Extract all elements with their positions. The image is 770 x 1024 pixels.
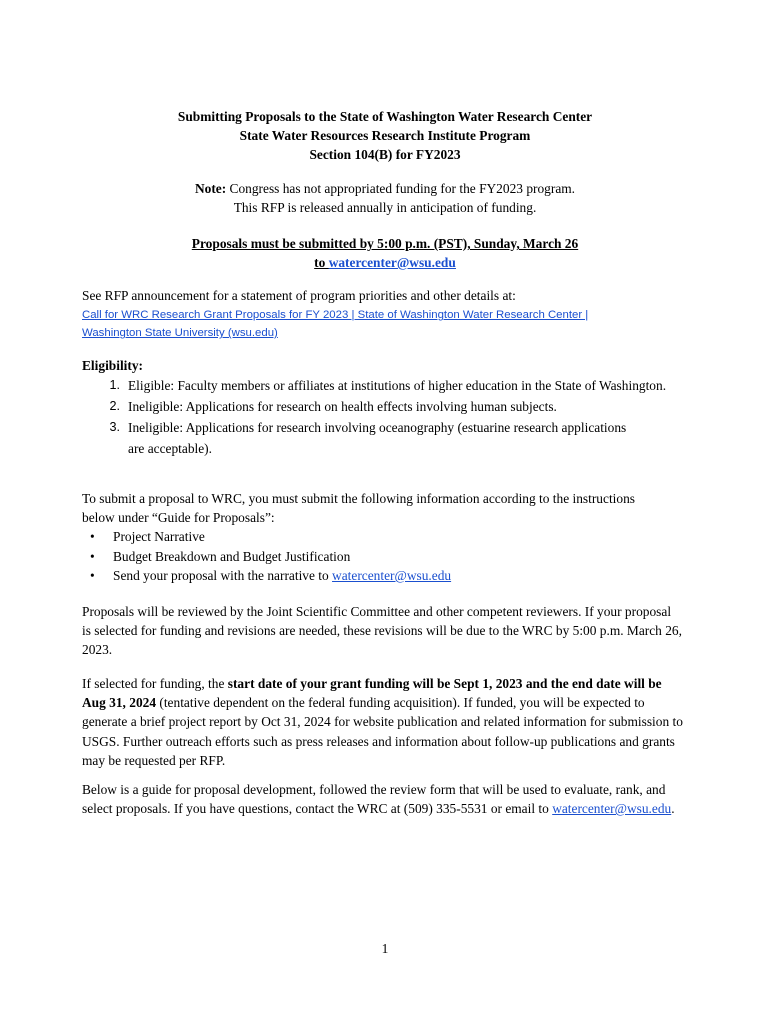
eligibility-item-text: Eligible: Faculty members or affiliates at institutions of higher education in the State of Washington. <box>128 378 667 394</box>
rfp-link-line-2[interactable]: Washington State University (wsu.edu) <box>82 327 278 340</box>
note-label: Note: <box>194 181 227 196</box>
eligibility-list <box>82 375 682 459</box>
bullet-text: Send your proposal with the narrative to <box>113 567 333 583</box>
deadline-to: to <box>314 255 329 270</box>
bullet-email-link[interactable]: watercenter@wsu.edu <box>332 567 452 583</box>
note-line-2: This RFP is released annually in anticipation of funding. <box>233 200 537 215</box>
eligibility-item-text: Ineligible: Applications for research involving oceanography (estuarine research applications are acceptable). <box>128 420 627 457</box>
funding-paragraph <box>82 674 687 770</box>
title-line-2: State Water Resources Research Institute Program <box>239 128 531 143</box>
funding-post: (tentative dependent on the federal funding acquisition). If funded, you will be expected to generate a brief project report by Oct 31, 2024 for website publication and related information for submission to USGS. Further outreach efforts such as press releases and information about follow-up publications and grants may be requested per RFP. <box>82 695 683 768</box>
bullet-item <box>82 547 657 566</box>
eligibility-item <box>82 396 682 417</box>
guide-email-link[interactable]: watercenter@wsu.edu <box>552 801 672 817</box>
rfp-link[interactable] <box>82 306 692 342</box>
document-title <box>0 107 770 164</box>
eligibility-item-number: 2. <box>109 399 120 414</box>
eligibility-item-number: 1. <box>109 378 120 393</box>
bullet-text: Project Narrative <box>113 529 205 545</box>
funding-note <box>0 179 770 217</box>
submit-bullets <box>82 527 657 585</box>
title-line-1: Submitting Proposals to the State of Washington Water Research Center <box>177 109 593 124</box>
bullet-text: Budget Breakdown and Budget Justification <box>113 548 351 564</box>
eligibility-heading: Eligibility: <box>82 358 144 373</box>
bullet-marker: • <box>90 529 95 545</box>
eligibility-section <box>82 356 682 459</box>
page-number: 1 <box>381 941 389 956</box>
eligibility-item-text: Ineligible: Applications for research on health effects involving human subjects. <box>128 399 557 415</box>
eligibility-item <box>82 375 682 396</box>
deadline-email-link[interactable]: watercenter@wsu.edu <box>328 255 456 270</box>
funding-dates: start date of your grant funding will be Sept 1, 2023 and the end date will be Aug 31, 2024 <box>82 676 662 711</box>
note-line-1: Congress has not appropriated funding for the FY2023 program. <box>226 181 576 196</box>
review-paragraph: Proposals will be reviewed by the Joint Scientific Committee and other competent reviewers. If your proposal is selected for funding and revisions are needed, these revisions will be due to the WRC by 5:00 p.m. March 26, 2023. <box>82 604 682 658</box>
bullet-marker: • <box>90 567 95 583</box>
submission-instructions <box>82 489 657 585</box>
rfp-link-line-1[interactable]: Call for WRC Research Grant Proposals for FY 2023 | State of Washington Water Research Center | <box>82 309 589 322</box>
guide-text: Below is a guide for proposal development, followed the review form that will be used to evaluate, rank, and select proposals. If you have questions, contact the WRC at (509) 335-5531 or email to <box>82 782 666 817</box>
guide-end: . <box>671 801 675 817</box>
bullet-item <box>82 527 657 546</box>
bullet-item <box>82 566 657 585</box>
eligibility-item <box>82 417 642 459</box>
submit-intro: To submit a proposal to WRC, you must submit the following information according to the instructions below under “Guide for Proposals”: <box>82 491 635 526</box>
eligibility-item-number: 3. <box>109 420 120 435</box>
bullet-marker: • <box>90 548 95 564</box>
submission-deadline <box>0 234 770 272</box>
title-line-3: Section 104(B) for FY2023 <box>309 147 461 162</box>
funding-pre: If selected for funding, the <box>82 676 228 691</box>
rfp-announcement <box>82 286 692 342</box>
guide-paragraph <box>82 780 687 818</box>
rfp-text: See RFP announcement for a statement of program priorities and other details at: <box>82 288 516 303</box>
deadline-line-1: Proposals must be submitted by 5:00 p.m. (PST), Sunday, March 26 <box>191 236 579 251</box>
